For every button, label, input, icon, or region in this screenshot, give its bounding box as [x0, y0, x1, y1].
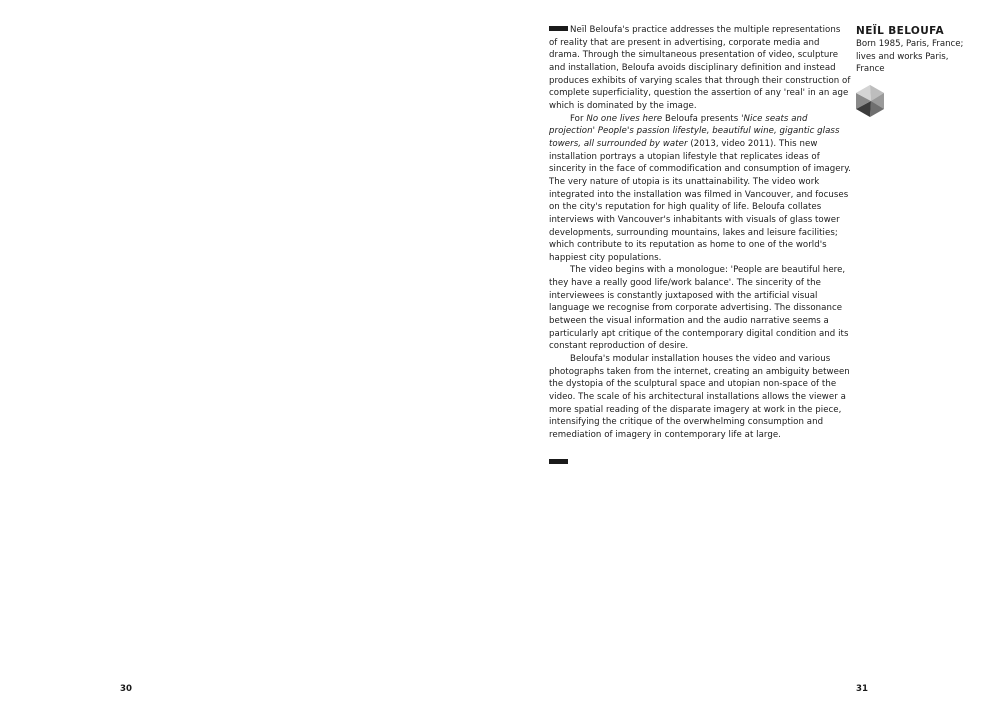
paragraph-4: Beloufa's modular installation houses the video and various photographs taken from the internet, creating an ambiguity between the dystopia of the sculptural space and utopian non-space of the video. The scale of his architectural installations allows the viewer a more spatial reading of the disparate imagery at work in the piece, intensifying the critique of the overwhelming consumption and remediation of imagery in contemporary life at large. — [549, 354, 850, 440]
paragraph-2: For No one lives here Beloufa presents 'Nice seats and projection' People's passion lifestyle, beautiful wine, gigantic glass towers, all surrounded by water (2013, video 2011). This new installation portrays a utopian lifestyle that replicates ideas of sincerity in the face of commodification and consumption of imagery. The very nature of utopia is its unattainability. The video work integrated into the installation was filmed in Vancouver, and focuses on the city's reputation for high quality of life. Beloufa collates interviews with Vancouver's inhabitants with visuals of glass tower developments, surrounding mountains, lakes and leisure facilities; which contribute to its reputation as home to one of the world's happiest city populations. — [549, 113, 851, 263]
article-body — [549, 24, 851, 442]
paragraph-3: The video begins with a monologue: 'People are beautiful here, they have a really good life/work balance'. The sincerity of the interviewees is constantly juxtaposed with the artificial visual language we recognise from corporate advertising. The dissonance between the visual information and the audio narrative seems a particularly apt critique of the contemporary digital condition and its constant reproduction of desire. — [549, 265, 849, 352]
page-number-right: 31 — [856, 684, 868, 694]
paragraph-1: Neïl Beloufa's practice addresses the multiple representations of reality that are present in advertising, corporate media and drama. Through the simultaneous presentation of video, sculpture and installation, Beloufa avoids disciplinary definition and instead produces exhibits of varying scales that through their construction of complete superficiality, question the assertion of any 'real' in an age which is dominated by the image. — [549, 25, 851, 111]
end-marker-icon — [549, 459, 568, 464]
artwork-title: 'Nice seats and projection' People's passion lifestyle, beautiful wine, gigantic glass towers, all surrounded by water — [549, 113, 840, 149]
exhibition-title: No one lives here — [586, 113, 663, 124]
section-marker-icon — [549, 26, 568, 31]
page-number-left: 30 — [120, 684, 132, 694]
artist-name: NEÏL BELOUFA — [856, 25, 945, 37]
artist-bio: Born 1985, Paris, France; lives and works Paris, France — [856, 39, 964, 75]
hexagon-logo-icon — [853, 84, 887, 118]
